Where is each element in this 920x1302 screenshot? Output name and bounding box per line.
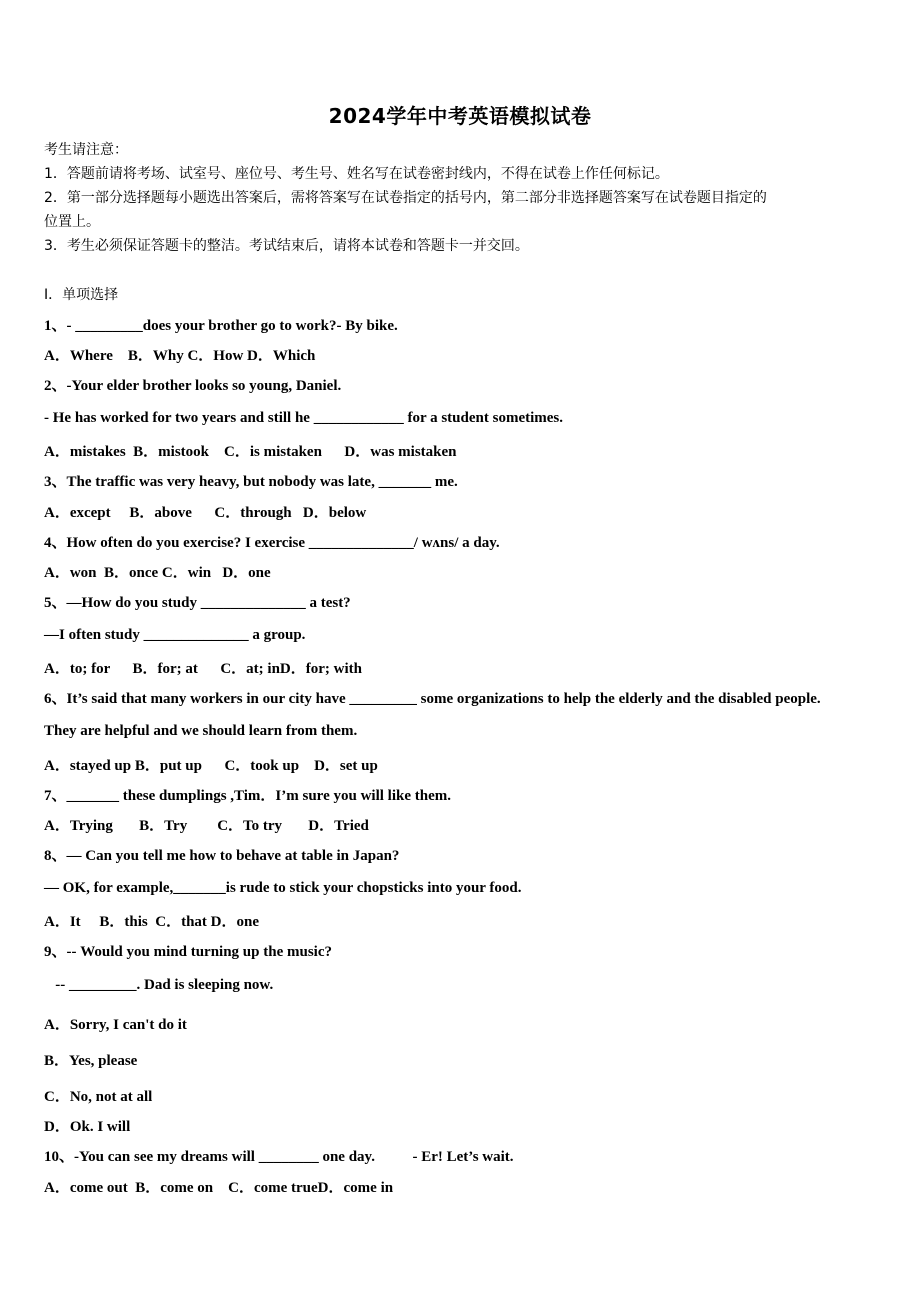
option-line: C．No, not at all — [44, 1089, 153, 1105]
option-line: D．Ok. I will — [44, 1119, 131, 1135]
option-line: A．Sorry, I can't do it — [44, 1017, 187, 1033]
notice-heading: 考生请注意： — [44, 142, 128, 158]
question-options: A．except B．above C．through D．below — [44, 505, 367, 521]
notice-item: 位置上。 — [44, 214, 100, 230]
question-stem: —I often study ______________ a group. — [44, 627, 306, 643]
question-options: A．come out B．come on C．come trueD．come in — [44, 1180, 394, 1196]
question-stem: 10、-You can see my dreams will ________ one day. - Er! Let’s wait. — [44, 1149, 514, 1165]
question-stem: — OK, for example,_______is rude to stick your chopsticks into your food. — [44, 880, 522, 896]
page-title: 2024学年中考英语模拟试卷 — [328, 104, 592, 128]
question-stem: -- _________. Dad is sleeping now. — [44, 977, 274, 993]
notice-item: 2．第一部分选择题每小题选出答案后，需将答案写在试卷指定的括号内，第二部分非选择题答案写在试卷题目指定的 — [44, 190, 767, 206]
question-stem: 9、-- Would you mind turning up the music? — [44, 944, 332, 960]
question-stem: 3、The traffic was very heavy, but nobody was late, _______ me. — [44, 474, 458, 490]
question-options: A．to; for B．for; at C．at; inD．for; with — [44, 661, 363, 677]
section-heading: Ⅰ．单项选择 — [44, 287, 119, 303]
question-options: A．Trying B．Try C．To try D．Tried — [44, 818, 369, 834]
question-options: A．Where B．Why C．How D．Which — [44, 348, 316, 364]
question-stem: 1、- _________does your brother go to work?- By bike. — [44, 318, 398, 334]
notice-item: 3．考生必须保证答题卡的整洁。考试结束后，请将本试卷和答题卡一并交回。 — [44, 238, 529, 254]
notice-item: 1．答题前请将考场、试室号、座位号、考生号、姓名写在试卷密封线内，不得在试卷上作任何标记。 — [44, 166, 669, 182]
question-stem: They are helpful and we should learn from them. — [44, 723, 358, 739]
question-options: A．won B．once C．win D．one — [44, 565, 271, 581]
question-stem: 7、_______ these dumplings ,Tim．I’m sure you will like them. — [44, 788, 451, 804]
question-options: A．stayed up B．put up C．took up D．set up — [44, 758, 378, 774]
question-options: A．mistakes B．mistook C．is mistaken D．was mistaken — [44, 444, 457, 460]
option-line: B．Yes, please — [44, 1053, 138, 1069]
question-options: A．It B．this C．that D．one — [44, 914, 260, 930]
question-stem: 5、—How do you study ______________ a test? — [44, 595, 351, 611]
question-stem: 4、How often do you exercise? I exercise ______________/ wʌns/ a day. — [44, 535, 500, 551]
question-stem: 6、It’s said that many workers in our city have _________ some organizations to help the elderly and the disabled people. — [44, 691, 821, 707]
question-stem: 2、-Your elder brother looks so young, Daniel. — [44, 378, 342, 394]
question-stem: - He has worked for two years and still he ____________ for a student sometimes. — [44, 410, 564, 426]
question-stem: 8、— Can you tell me how to behave at table in Japan? — [44, 848, 400, 864]
